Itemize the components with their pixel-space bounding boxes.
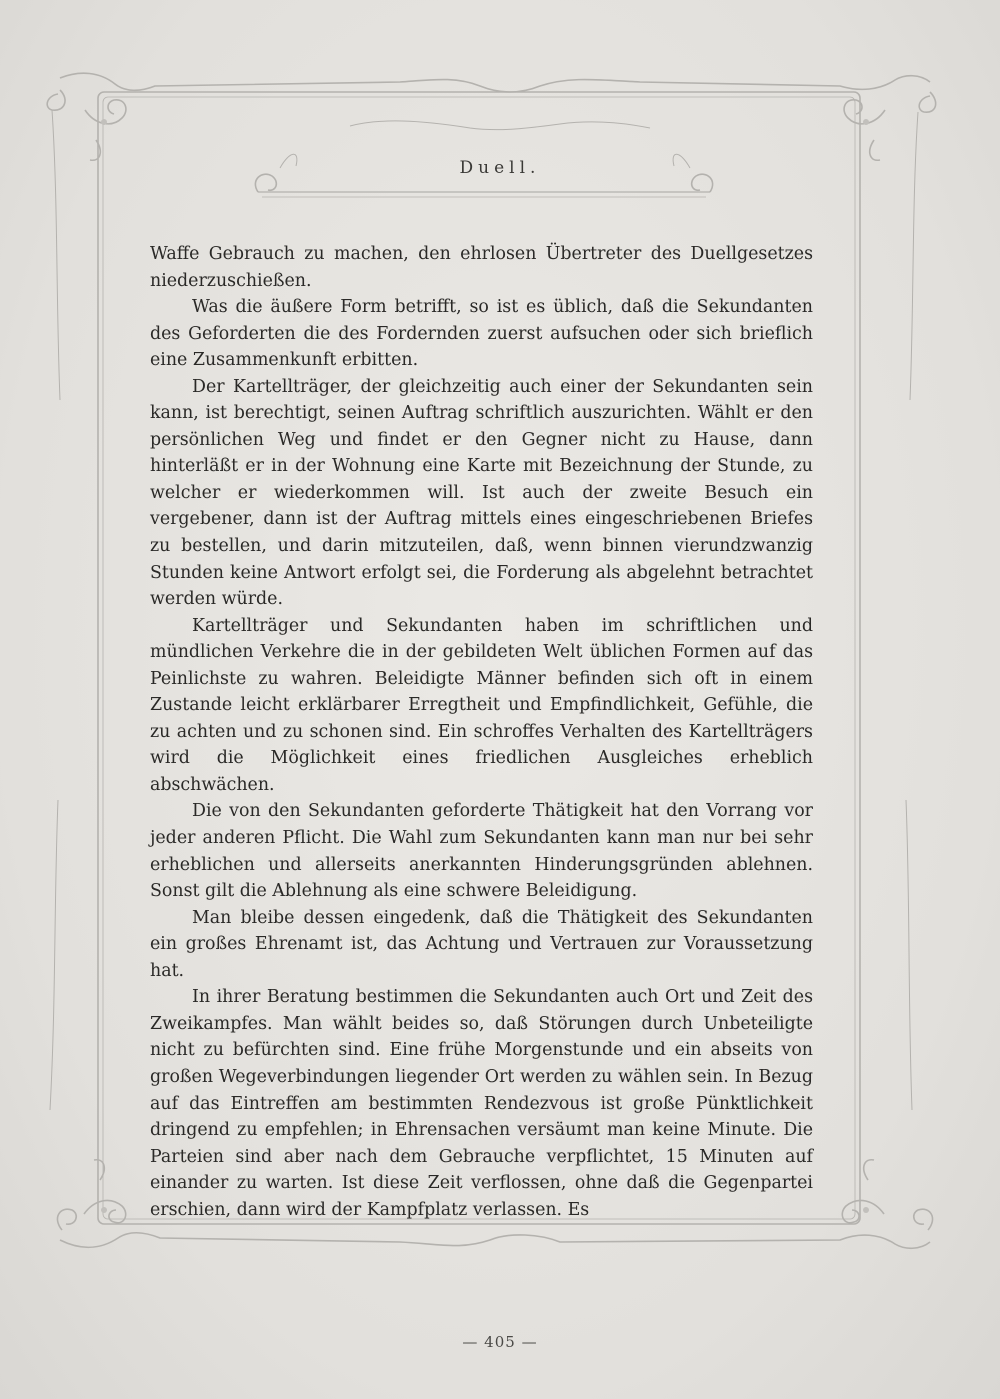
paragraph: Kartellträger und Sekundanten haben im schriftlichen und mündlichen Verkehre die in der gebildeten Welt üblichen Formen auf das Peinlichste zu wahren. Beleidigte Männer befinden sich oft in einem Zustande leicht erklärbarer Erregtheit und Empfindlichkeit, Gefühle, die zu achten und zu schonen sind. Ein schroffes Verhalten des Kartellträgers wird die Möglichkeit eines friedlichen Ausgleiches erheblich abschwächen. — [150, 615, 813, 795]
running-head: Duell. — [459, 158, 541, 178]
paragraph: Was die äußere Form betrifft, so ist es üblich, daß die Sekundanten des Geforderten die des Fordernden zuerst aufsuchen oder sich brieflich eine Zusammenkunft erbitten. — [150, 297, 813, 371]
body-text — [150, 241, 813, 1223]
paragraph: Waffe Gebrauch zu machen, den ehrlosen Übertreter des Duellgesetzes niederzuschießen. — [150, 244, 813, 291]
paragraph: Die von den Sekundanten geforderte Thätigkeit hat den Vorrang vor jeder anderen Pflicht. Die Wahl zum Sekundanten kann man nur bei sehr erheblichen und allerseits anerkannten Hinderungsgründen ablehnen. Sonst gilt die Ablehnung als eine schwere Beleidigung. — [150, 801, 813, 902]
paragraph: Man bleibe dessen eingedenk, daß die Thätigkeit des Sekundanten ein großes Ehrenamt ist, das Achtung und Vertrauen zur Voraussetzung hat. — [150, 907, 813, 981]
paragraph: Der Kartellträger, der gleichzeitig auch einer der Sekundanten sein kann, ist berechtigt, seinen Auftrag schriftlich auszurichten. Wählt er den persönlichen Weg und findet er den Gegner nicht zu Hause, dann hinterläßt er in der Wohnung eine Karte mit Bezeichnung der Stunde, zu welcher er wiederkommen will. Ist auch der zweite Besuch ein vergebener, dann ist der Auftrag mittels eines eingeschriebenen Briefes zu bestellen, und darin mitzuteilen, daß, wenn binnen vierundzwanzig Stunden keine Antwort erfolgt sei, die Forderung als abgelehnt betrachtet werden würde. — [150, 376, 813, 610]
page-number: — 405 — — [462, 1333, 538, 1351]
paragraph: In ihrer Beratung bestimmen die Sekundanten auch Ort und Zeit des Zweikampfes. Man wählt beides so, daß Störungen durch Unbeteiligte nicht zu befürchten sind. Eine frühe Morgenstunde und ein abseits von großen Wegeverbindungen liegender Ort werden zu wählen sein. In Bezug auf das Eintreffen am bestimmten Rendezvous ist große Pünktlichkeit dringend zu empfehlen; in Ehrensachen versäumt man keine Minute. Die Parteien sind aber nach dem Gebrauche verpflichtet, 15 Minuten auf einander zu warten. Ist diese Zeit verflossen, ohne daß die Gegenpartei erschien, dann wird der Kampfplatz verlassen. Es — [150, 987, 813, 1220]
